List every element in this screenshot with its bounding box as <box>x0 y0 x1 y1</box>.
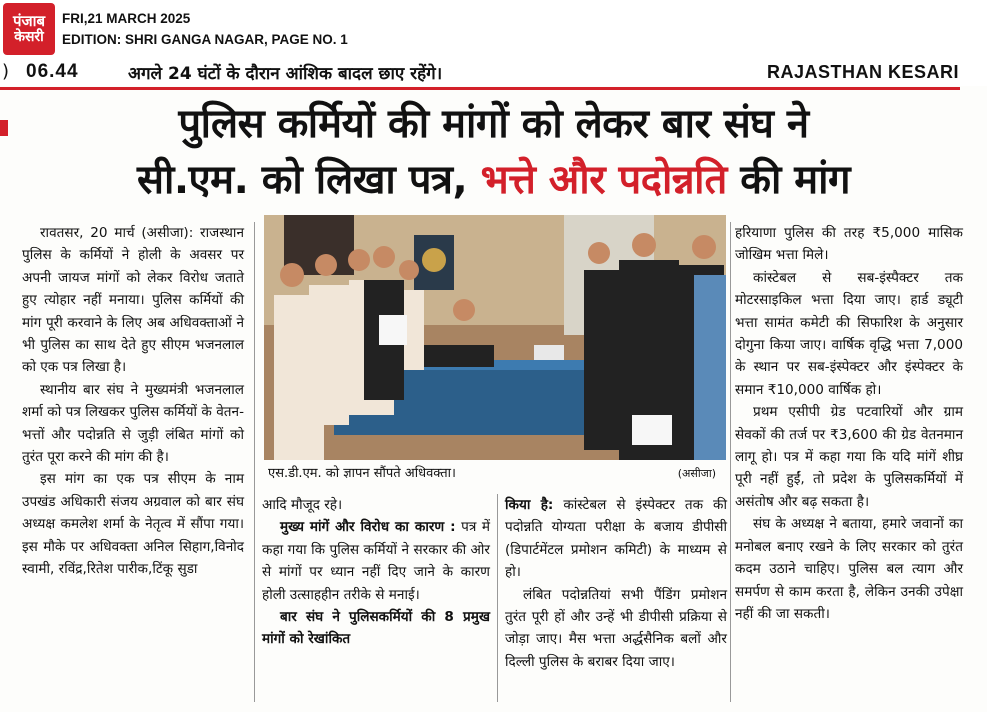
edition-info: EDITION: SHRI GANGA NAGAR, PAGE NO. 1 <box>62 32 348 47</box>
headline-highlight: भत्ते और पदोन्नति <box>480 157 727 203</box>
article-paragraph: इस मांग का एक पत्र सीएम के नाम उपखंड अधिकारी संजय अग्रवाल को बार संघ अध्यक्ष कमलेश शर्मा के नेतृत्व में सौंपा गया। इस मौके पर अधिवक्ता अनिल सिहाग,विनोद स्वामी, रविंद्र,रितेश पारीक,टिंकू सुडा <box>22 471 244 578</box>
headline-line-2 <box>0 152 987 208</box>
article-column-middle-1 <box>262 494 490 651</box>
column-rule <box>730 222 731 702</box>
weather-message: अगले 24 घंटों के दौरान आंशिक बादल छाए रहेंगे। <box>128 64 443 84</box>
subheading: बार संघ ने पुलिसकर्मियों की 8 प्रमुख मांगों को रेखांकित <box>262 609 490 648</box>
article-paragraph: प्रथम एसीपी ग्रेड पटवारियों और ग्राम सेवकों की तर्ज पर ₹3,600 की ग्रेड वेतनमान लागू हो। पत्र में कहा गया कि यदि मांगें शीघ्र पूरी नहीं हुईं, तो प्रदेश के पुलिसकर्मियों में असंतोष और बढ़ सकता है। <box>735 404 963 510</box>
article-paragraph: लंबित पदोन्नतियां सभी पैंडिंग प्रमोशन तुरंत पूरी हों और उन्हें भी डीपीसी प्रक्रिया से जोड़ा जाए। मैस भत्ता अर्द्धसैनिक बलों और दिल्ली पुलिस के बराबर दिया जाए। <box>505 586 727 670</box>
logo-line-2: केसरी <box>14 28 44 45</box>
photo-credit: (असीजा) <box>677 467 716 480</box>
punjab-kesari-logo <box>3 3 55 55</box>
weather-ticker <box>0 58 987 86</box>
article-paragraph <box>262 516 490 606</box>
article-column-left <box>22 222 244 581</box>
headline <box>0 96 987 208</box>
paper-name: RAJASTHAN KESARI <box>766 62 959 82</box>
article-paragraph: हरियाणा पुलिस की तरह ₹5,000 मासिक जोखिम भत्ता मिले। <box>735 225 963 264</box>
paragraph-text: कांस्टेबल से इंस्पेक्टर तक की पदोन्नति योग्यता परीक्षा के बजाय डीपीसी (डिपार्टमेंटल प्रमोशन कमिटी) के माध्यम से हो। <box>505 497 727 581</box>
headline-line-1: पुलिस कर्मियों की मांगों को लेकर बार संघ ने <box>178 101 809 147</box>
article-paragraph: कांस्टेबल से सब-इंस्पैक्टर तक मोटरसाइकिल भत्ता दिया जाए। हार्ड ड्यूटी भत्ता सामंत कमेटी की सिफारिश के अनुसार दोगुना किया जाए। वार्षिक वृद्धि भत्ता 7,000 के स्थान पर सब-इंस्पेक्टर और इंस्पेक्टर के समान ₹10,000 वार्षिक हो। <box>735 269 963 398</box>
subheading: किया है: <box>505 497 554 513</box>
photo-caption-bar <box>264 462 726 486</box>
article-column-right <box>735 222 963 625</box>
headline-line-2-end: की मांग <box>726 157 851 203</box>
logo-line-1: पंजाब <box>12 11 46 30</box>
article-paragraph: संघ के अध्यक्ष ने बताया, हमारे जवानों का मनोबल बनाए रखने के लिए सरकार को तुरंत कदम उठाने चाहिए। पुलिस बल त्याग और समर्पण से काम करता है, लेकिन उनकी उपेक्षा नहीं की जा सकती। <box>735 516 963 622</box>
headline-line-2-start: सी.एम. को लिखा पत्र, <box>136 157 481 203</box>
article-column-middle-2 <box>505 494 727 673</box>
masthead <box>0 0 987 59</box>
paragraph-text: पत्र में कहा गया कि पुलिस कर्मियों ने सरकार की ओर से मांगों पर ध्यान नहीं दिए जाने के कारण होली उत्साहहीन तरीके से मनाई। <box>262 519 490 603</box>
publication-date: FRI,21 MARCH 2025 <box>62 11 191 26</box>
photo-caption: एस.डी.एम. को ज्ञापन सौंपते अधिवक्ता। <box>268 466 456 481</box>
ticker-bracket: ) <box>2 61 10 82</box>
article-paragraph: आदि मौजूद रहे। <box>262 497 343 513</box>
ticker-time: 06.44 <box>26 61 79 82</box>
article-paragraph <box>505 494 727 584</box>
article-paragraph: स्थानीय बार संघ ने मुख्यमंत्री भजनलाल शर्मा को पत्र लिखकर पुलिस कर्मियों के वेतन-भत्तों और पदोन्नति से जुड़ी लंबित मांगों को तुरंत पूरा करने की मांग की है। <box>22 381 244 466</box>
edition-meta <box>62 8 348 50</box>
article-paragraph: रावतसर, 20 मार्च (असीजा): राजस्थान पुलिस के कर्मियों ने होली के अवसर पर अपनी जायज मांगों को लेकर विरोध जताते हुए त्योहार नहीं मनाया। पुलिस कर्मियों की मांग पूरी करवाने के लिए अब अधिवक्ताओं ने भी पुलिस का साथ देते हुए सीएम भजनलाल को एक पत्र लिखा है। <box>22 225 244 376</box>
column-rule <box>254 222 255 702</box>
column-rule <box>497 494 498 702</box>
header-divider <box>0 87 960 90</box>
news-photo <box>264 215 726 460</box>
subheading: मुख्य मांगें और विरोध का कारण : <box>280 519 456 536</box>
